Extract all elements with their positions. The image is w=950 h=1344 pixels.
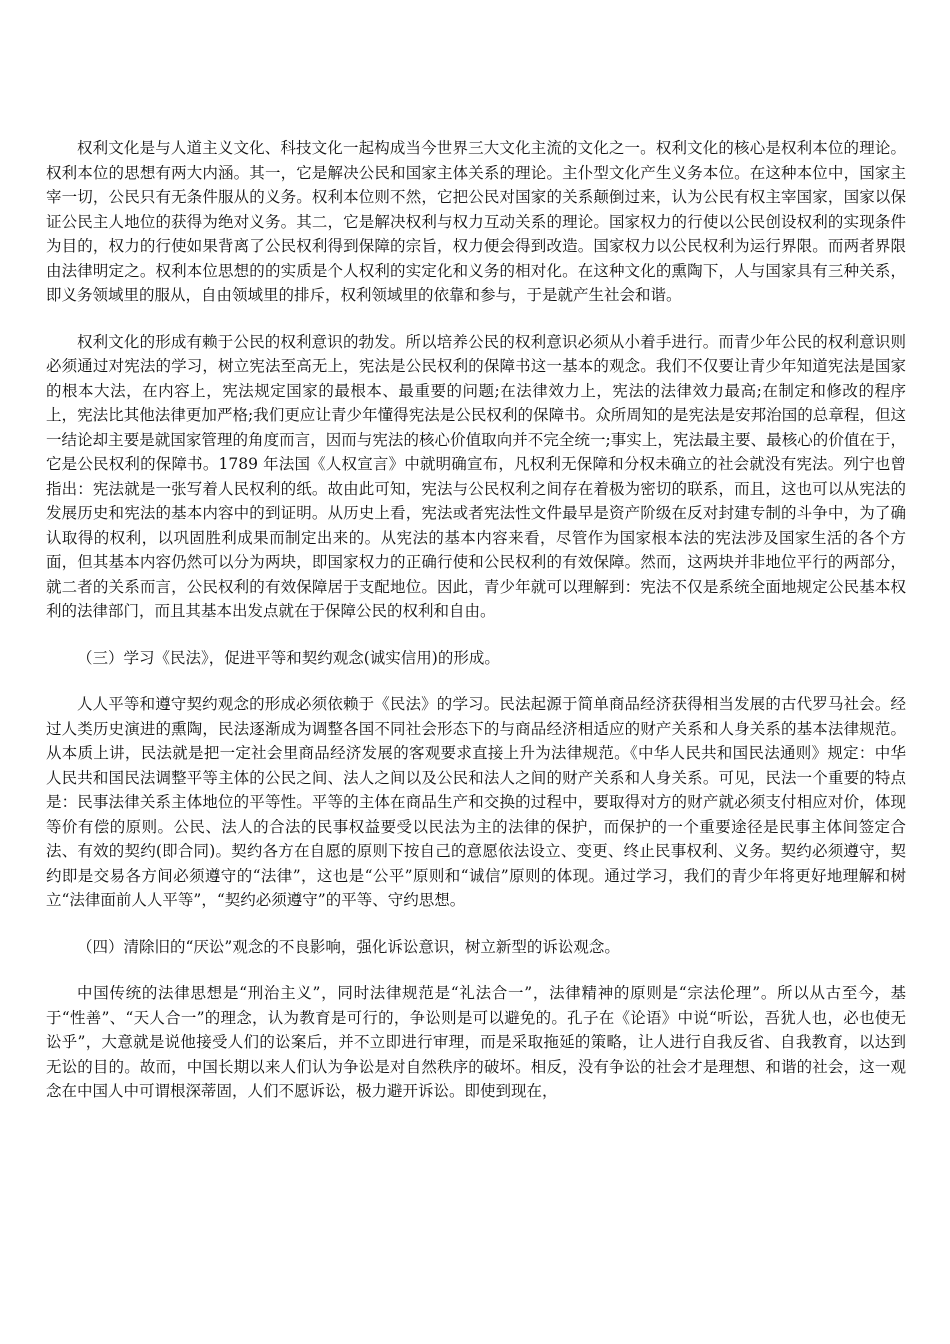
paragraph-gap bbox=[46, 913, 906, 935]
paragraph-gap bbox=[46, 308, 906, 330]
document-body bbox=[46, 136, 906, 1104]
paragraph-constitution: 权利文化的形成有赖于公民的权利意识的勃发。所以培养公民的权利意识必须从小着手进行。而青少年公民的权利意识则必须通过对宪法的学习，树立宪法至高无上，宪法是公民权利的保障书这一基本的观念。我们不仅要让青少年知道宪法是国家的根本大法，在内容上，宪法规定国家的最根本、最重要的问题;在法律效力上，宪法的法律效力最高;在制定和修改的程序上，宪法比其他法律更加严格;我们更应让青少年懂得宪法是公民权利的保障书。众所周知的是宪法是安邦治国的总章程，但这一结论却主要是就国家管理的角度而言，因而与宪法的核心价值取向并不完全统一;事实上，宪法最主要、最核心的价值在于，它是公民权利的保障书。1789 年法国《人权宣言》中就明确宣布，凡权利无保障和分权未确立的社会就没有宪法。列宁也曾指出：宪法就是一张写着人民权利的纸。故由此可知，宪法与公民权利之间存在着极为密切的联系，而且，这也可以从宪法的发展历史和宪法的基本内容中的到证明。从历史上看，宪法或者宪法性文件最早是资产阶级在反对封建专制的斗争中，为了确认取得的权利，以巩固胜利成果而制定出来的。从宪法的基本内容来看，尽管作为国家根本法的宪法涉及国家生活的各个方面，但其基本内容仍然可以分为两块，即国家权力的正确行使和公民权利的有效保障。然而，这两块并非地位平行的两部分，就二者的关系而言，公民权利的有效保障居于支配地位。因此，青少年就可以理解到：宪法不仅是系统全面地规定公民基本权利的法律部门，而且其基本出发点就在于保障公民的权利和自由。 bbox=[46, 332, 906, 620]
section-heading-litigation: （四）清除旧的“厌讼”观念的不良影响，强化诉讼意识，树立新型的诉讼观念。 bbox=[77, 937, 620, 956]
paragraph-gap bbox=[46, 959, 906, 981]
paragraph-litigation: 中国传统的法律思想是“刑治主义”，同时法律规范是“礼法合一”，法律精神的原则是“宗法伦理”。所以从古至今，基于“性善”、“天人合一”的理念，认为教育是可行的，争讼则是可以避免的。孔子在《论语》中说“听讼，吾犹人也，必也使无讼乎”，大意就是说他接受人们的讼案后，并不立即进行审理，而是采取拖延的策略，让人进行自我反省、自我教育，以达到无讼的目的。故而，中国长期以来人们认为争讼是对自然秩序的破坏。相反，没有争讼的社会才是理想、和谐的社会，这一观念在中国人中可谓根深蒂固，人们不愿诉讼，极力避开诉讼。即使到现在， bbox=[46, 984, 906, 1100]
paragraph-gap bbox=[46, 670, 906, 692]
paragraph-rights-culture: 权利文化是与人道主义文化、科技文化一起构成当今世界三大文化主流的文化之一。权利文化的核心是权利本位的理论。权利本位的思想有两大内涵。其一，它是解决公民和国家主体关系的理论。主仆型文化产生义务本位。在这种本位中，国家主宰一切，公民只有无条件服从的义务。权利本位则不然，它把公民对国家的关系颠倒过来，认为公民有权主宰国家，国家以保证公民主人地位的获得为绝对义务。其二，它是解决权利与权力互动关系的理论。国家权力的行使以公民创设权利的实现条件为目的，权力的行使如果背离了公民权利得到保障的宗旨，权力便会得到改造。国家权力以公民权利为运行界限。而两者界限由法律明定之。权利本位思想的的实质是个人权利的实定化和义务的相对化。在这种文化的熏陶下，人与国家具有三种关系，即义务领域里的服从，自由领域里的排斥，权利领域里的依靠和参与，于是就产生社会和谐。 bbox=[46, 139, 906, 304]
section-heading-civil-law: （三）学习《民法》，促进平等和契约观念(诚实信用)的形成。 bbox=[77, 648, 500, 667]
paragraph-civil-law: 人人平等和遵守契约观念的形成必须依赖于《民法》的学习。民法起源于简单商品经济获得相当发展的古代罗马社会。经过人类历史演进的熏陶，民法逐渐成为调整各国不同社会形态下的与商品经济相适应的财产关系和人身关系的基本法律规范。从本质上讲，民法就是把一定社会里商品经济发展的客观要求直接上升为法律规范。《中华人民共和国民法通则》规定：中华人民共和国民法调整平等主体的公民之间、法人之间以及公民和法人之间的财产关系和人身关系。可见，民法一个重要的特点是：民事法律关系主体地位的平等性。平等的主体在商品生产和交换的过程中，要取得对方的财产就必须支付相应对价，体现等价有偿的原则。公民、法人的合法的民事权益要受以民法为主的法律的保护，而保护的一个重要途径是民事主体间签定合法、有效的契约(即合同)。契约各方在自愿的原则下按自己的意愿依法设立、变更、终止民事权利、义务。契约必须遵守，契约即是交易各方间必须遵守的“法律”，这也是“公平”原则和“诚信”原则的体现。通过学习，我们的青少年将更好地理解和树立“法律面前人人平等”，“契约必须遵守”的平等、守约思想。 bbox=[46, 695, 906, 909]
paragraph-gap bbox=[46, 624, 906, 646]
